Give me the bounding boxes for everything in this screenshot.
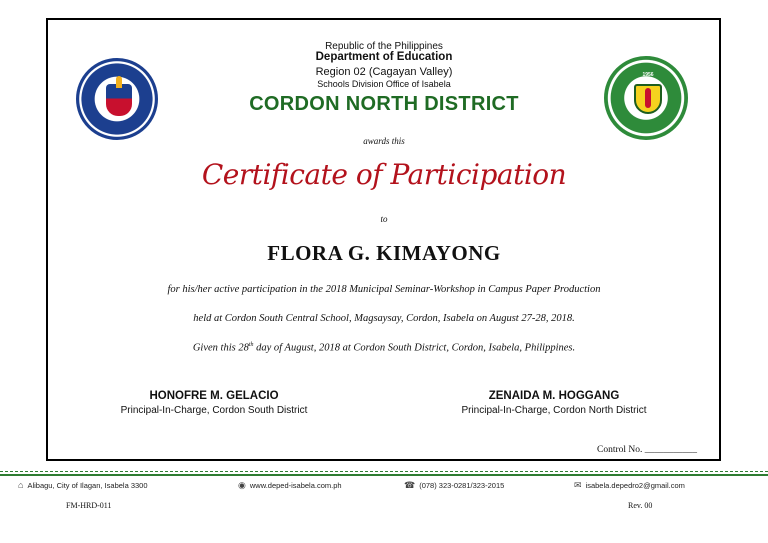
signatory-name: HONOFRE M. GELACIO	[149, 390, 279, 402]
deped-seal-icon	[76, 58, 158, 140]
recipient-name: FLORA G. KIMAYONG	[267, 241, 501, 265]
revision-number: Rev. 00	[628, 501, 653, 510]
awards-text: awards this	[363, 136, 405, 146]
signatory-role: Principal-In-Charge, Cordon South District	[120, 405, 308, 416]
district-heading: CORDON NORTH DISTRICT	[249, 93, 519, 115]
footer-address: ⌂ Alibagu, City of Ilagan, Isabela 3300	[18, 480, 148, 490]
footer-divider	[0, 471, 768, 472]
footer-phone: ☎ (078) 323-0281/323-2015	[404, 480, 505, 490]
region-heading: Region 02 (Cagayan Valley)	[315, 66, 453, 78]
participation-text: for his/her active participation in the 2018 Municipal Seminar-Workshop in Campus Paper Production	[167, 284, 601, 295]
footer-email[interactable]: ✉ isabela.depedro2@gmail.com	[574, 480, 685, 490]
signatory-name: ZENAIDA M. HOGGANG	[488, 390, 620, 402]
venue-text: held at Cordon South Central School, Magsaysay, Cordon, Isabela on August 27-28, 2018.	[193, 313, 575, 324]
envelope-icon: ✉	[574, 480, 582, 490]
footer-divider-bar	[0, 474, 768, 476]
phone-icon: ☎	[404, 480, 416, 490]
form-code: FM-HRD-011	[66, 501, 112, 510]
department-heading: Department of Education	[315, 51, 453, 63]
certificate-title: Certificate of Participation	[201, 158, 567, 191]
signatory-left	[104, 390, 324, 416]
home-icon: ⌂	[18, 480, 24, 490]
sdo-isabela-seal-icon: 1956	[604, 56, 688, 140]
to-text: to	[380, 214, 388, 224]
division-office-heading: Schools Division Office of Isabela	[317, 79, 451, 89]
signatory-role: Principal-In-Charge, Cordon North District	[461, 405, 647, 416]
globe-icon: ◉	[238, 480, 246, 490]
signatory-right	[444, 390, 664, 416]
given-text: Given this 28th day of August, 2018 at Cordon South District, Cordon, Isabela, Philippines.	[192, 342, 576, 354]
footer-website[interactable]: ◉ www.deped-isabela.com.ph	[238, 480, 342, 490]
republic-heading: Republic of the Philippines	[325, 41, 443, 52]
control-number: Control No. ___________	[597, 445, 698, 455]
